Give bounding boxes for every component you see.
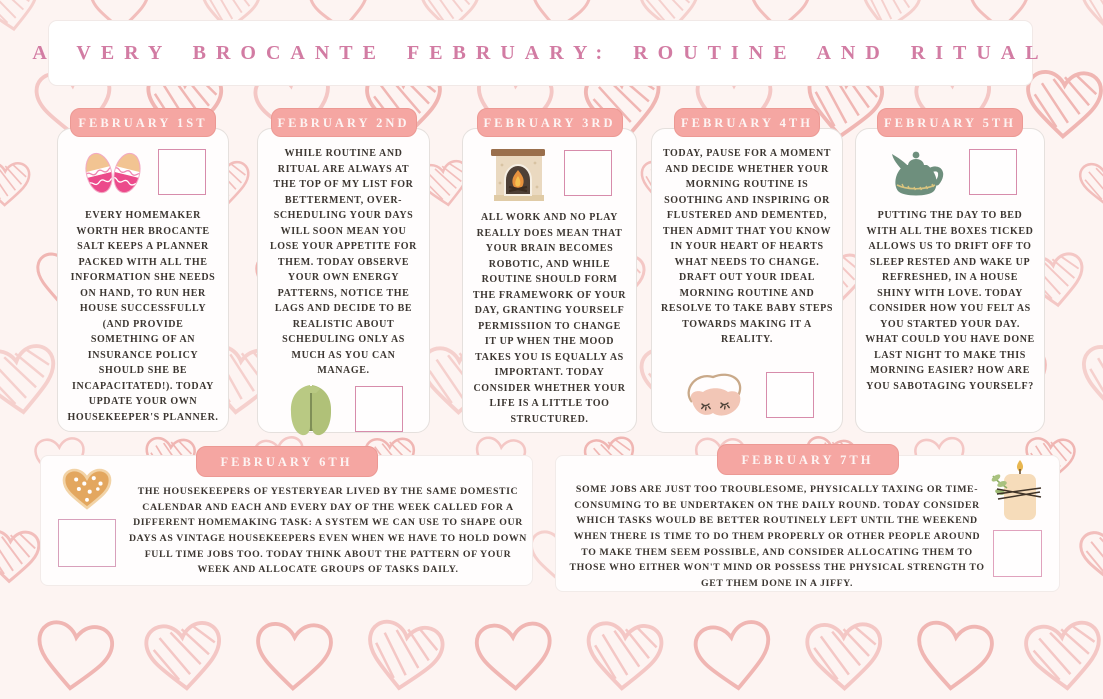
icon-row [267,379,420,439]
february-4th-checkbox[interactable] [766,372,814,418]
slippers-icon [80,143,146,201]
february-1st-header-badge [70,108,216,137]
february-2nd-header-badge [271,108,417,137]
badge-label: FEBRUARY 7TH [741,453,874,467]
february-3rd-checkbox[interactable] [564,150,612,196]
card-text: SOME JOBS ARE JUST TOO TROUBLESOME, PHYSICALLY TAXING OR TIME-CONSUMING TO BE UNDERTAKEN ON THE DAILY ROUND. TODAY CONSIDER WHICH TASKS WOULD BE BETTER ROUTINELY LEFT UNTIL THE WEEKEND WHEN THERE IS TIME TO DO THEM PROPERLY OR OTHER PEOPLE AROUND TO MAKE THEM SEEM POSSIBLE, AND CONSIDER ALLOCATING THEM TO THOSE WHO EITHER WON'T MIND OR POSSESS THE PHYSICAL STRENGTH TO GET THEM DONE IN A JIFFY. [569,484,985,590]
title-panel [32,20,1049,86]
february-5th-checkbox[interactable] [969,149,1017,195]
february-7th-checkbox[interactable] [993,530,1042,577]
card-february-1st [57,116,229,432]
card-text: EVERY HOMEMAKER WORTH HER BROCANTE SALT KEEPS A PLANNER PACKED WITH ALL THE INFORMATION SHE NEEDS ON HAND, TO RUN HER HOUSE SUCCESSFULLY (AND PROVIDE SOMETHING OF AN INSURANCE POLICY SHOULD SHE BE INCAPACITATED!). TODAY UPDATE YOUR OWN HOUSEKEEPER'S PLANNER. [67,210,219,423]
card-text: ALL WORK AND NO PLAY REALLY DOES MEAN THAT YOUR BRAIN BECOMES ROBOTIC, AND WHILE ROUTINE SHOULD FORM THE FRAMEWORK OF YOUR DAY, GRANTING YOURSELF PERMISSIION TO CHANGE IT UP WHEN THE MOOD TAKES YOU IS EQUALLY AS IMPORTANT. TODAY CONSIDER WHETHER YOUR LIFE IS A LITTLE TOO STRUCTURED. [472,212,627,425]
icon-row [472,143,627,203]
badge-label: FEBRUARY 4TH [681,116,813,130]
badge-label: FEBRUARY 2ND [277,116,410,130]
badge-label: FEBRUARY 6TH [220,455,353,469]
february-6th-checkbox[interactable] [58,519,116,567]
page-title: A VERY BROCANTE FEBRUARY: ROUTINE AND RITUAL [32,41,1049,64]
february-1st-checkbox[interactable] [158,149,206,195]
february-2nd-checkbox[interactable] [355,386,403,432]
candle-icon [987,458,1047,524]
february-5th-header-badge [877,108,1023,137]
card-february-2nd [257,116,430,433]
icon-row [661,368,833,422]
sleep-mask-icon [680,368,748,422]
card-february-5th [855,116,1045,433]
card-text: THE HOUSEKEEPERS OF YESTERYEAR LIVED BY THE SAME DOMESTIC CALENDAR AND EACH AND EVERY DAY OF THE WEEK CALLED FOR A DIFFERENT HOMEMAKING TASK: A SYSTEM WE CAN USE TO SHAPE OUR DAYS AS VINTAGE HOUSEKEEPERS EVEN WHEN WE HAVE TO HOLD DOWN FULL TIME JOBS TOO. TODAY THINK ABOUT THE PATTERN OF YOUR WEEK AND ALLOCATE GROUPS OF TASKS DAILY. [129,486,527,576]
icon-row [865,143,1035,201]
february-4th-header-badge [674,108,820,137]
fireplace-icon [487,143,549,203]
heart-cookie-icon [58,466,116,512]
icon-row [67,143,219,201]
february-7th-header-badge [717,444,899,475]
card-text: WHILE ROUTINE AND RITUAL ARE ALWAYS AT THE TOP OF MY LIST FOR BETTERMENT, OVER-SCHEDULING YOUR DAYS WILL SOON MEAN YOU LOSE YOUR APPETITE FOR THEM. TODAY OBSERVE YOUR OWN ENERGY PATTERNS, NOTICE THE LAGS AND DECIDE TO BE REALISTIC ABOUT SCHEDULING ONLY AS MUCH AS YOU CAN MANAGE. [269,148,418,376]
badge-label: FEBRUARY 1ST [78,116,208,130]
badge-label: FEBRUARY 3RD [483,116,616,130]
icon-column [51,466,123,567]
card-text: TODAY, PAUSE FOR A MOMENT AND DECIDE WHETHER YOUR MORNING ROUTINE IS SOOTHING AND INSPIRING OR FLUSTERED AND DEMENTED, THEN ADMIT THAT YOU KNOW IN YOUR HEART OF HEARTS WHAT NEEDS TO CHANGE. DRAFT OUT YOUR IDEAL MORNING ROUTINE AND RESOLVE TO TAKE BABY STEPS TOWARDS MAKING IT A REALITY. [661,148,833,345]
icon-column [985,458,1049,577]
card-february-7th [555,455,1060,592]
card-february-4th [651,116,843,433]
teapot-icon [883,143,951,201]
card-text: PUTTING THE DAY TO BED WITH ALL THE BOXES TICKED ALLOWS US TO DRIFT OFF TO SLEEP RESTED AND WAKE UP REFRESHED, IN A HOUSE SHINY WITH LOVE. TODAY CONSIDER HOW YOU FELT AS YOU STARTED YOUR DAY. WHAT COULD YOU HAVE DONE LAST NIGHT TO MAKE THIS MORNING EASIER? HOW ARE YOU SABOTAGING YOURSELF? [865,210,1035,392]
february-6th-header-badge [196,446,378,477]
card-february-6th [40,455,533,586]
cardigan-icon [284,379,338,439]
badge-label: FEBRUARY 5TH [884,116,1016,130]
card-february-3rd [462,116,637,433]
february-3rd-header-badge [477,108,623,137]
